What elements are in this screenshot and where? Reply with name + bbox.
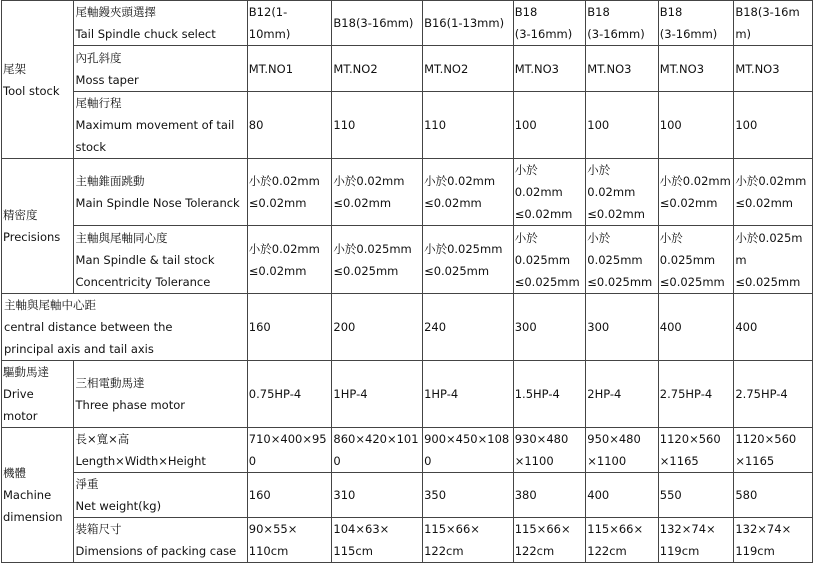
table-cell: 110 [423,92,514,159]
table-cell: B16(1-13mm) [423,1,514,46]
table-cell: 400 [586,473,659,518]
row-label: 長×寬×高 Length×Width×Height [73,428,247,473]
table-cell: 300 [513,294,586,361]
table-row [2,1,813,46]
table-cell: 100 [513,92,586,159]
table-cell: 104×63× 115cm [332,518,423,563]
category-tool-stock: 尾架 Tool stock [2,1,74,159]
table-cell: 132×74× 119cm [658,518,734,563]
table-row [2,159,813,226]
table-row [2,361,813,428]
table-cell: 小於0.025mm ≤0.025mm [734,226,813,294]
category-machine-dimension: 機體 Machine dimension [2,428,74,563]
table-cell: 860×420×1010 [332,428,423,473]
table-cell: 350 [423,473,514,518]
table-cell: 710×400×950 [247,428,332,473]
table-cell: MT.NO3 [734,46,813,92]
table-row [2,428,813,473]
table-cell: B18(3-16mm) [734,1,813,46]
table-cell: 小於 0.025mm ≤0.025mm [586,226,659,294]
row-label: 裝箱尺寸 Dimensions of packing case [73,518,247,563]
table-cell: 900×450×1080 [423,428,514,473]
table-cell: 2.75HP-4 [658,361,734,428]
table-cell: 小於 0.025mm ≤0.025mm [658,226,734,294]
table-cell: 310 [332,473,423,518]
table-cell: 400 [734,294,813,361]
table-cell: MT.NO2 [332,46,423,92]
table-cell: MT.NO1 [247,46,332,92]
table-cell: 小於0.02mm ≤0.02mm [423,159,514,226]
table-cell: 小於0.02mm ≤0.02mm [247,159,332,226]
table-cell: 110 [332,92,423,159]
table-cell: 1120×560 ×1165 [658,428,734,473]
table-cell: MT.NO3 [658,46,734,92]
table-cell: MT.NO2 [423,46,514,92]
spec-table [1,0,813,563]
table-cell: 90×55× 110cm [247,518,332,563]
table-cell: 2HP-4 [586,361,659,428]
table-cell: 小於0.025mm ≤0.025mm [332,226,423,294]
table-cell: 1.5HP-4 [513,361,586,428]
table-cell: 200 [332,294,423,361]
table-cell: 550 [658,473,734,518]
category-precisions: 精密度 Precisions [2,159,74,294]
table-cell: 115×66× 122cm [423,518,514,563]
table-cell: 小於0.02mm ≤0.02mm [658,159,734,226]
table-cell: 1120×560 ×1165 [734,428,813,473]
table-cell: 80 [247,92,332,159]
table-row [2,92,813,159]
table-cell: 950×480 ×1100 [586,428,659,473]
table-cell: 132×74× 119cm [734,518,813,563]
table-cell: B18(3-16mm) [332,1,423,46]
table-cell: 小於0.02mm ≤0.02mm [734,159,813,226]
table-cell: 1HP-4 [423,361,514,428]
table-row [2,46,813,92]
table-cell: 580 [734,473,813,518]
table-cell: MT.NO3 [586,46,659,92]
row-label: 三相電動馬達 Three phase motor [73,361,247,428]
table-cell: MT.NO3 [513,46,586,92]
table-row [2,294,813,361]
table-cell: 240 [423,294,514,361]
table-row [2,473,813,518]
table-cell: 小於0.02mm ≤0.02mm [247,226,332,294]
table-row [2,518,813,563]
table-cell: 300 [586,294,659,361]
table-cell: 160 [247,473,332,518]
table-cell: 2.75HP-4 [734,361,813,428]
table-cell: 115×66× 122cm [586,518,659,563]
category-drive-motor: 驅動馬達 Drive motor [2,361,74,428]
table-cell: 1HP-4 [332,361,423,428]
table-cell: 400 [658,294,734,361]
table-cell: B18 (3-16mm) [513,1,586,46]
row-label: 主軸與尾軸同心度 Man Spindle & tail stock Concentricity Tolerance [73,226,247,294]
table-cell: 930×480 ×1100 [513,428,586,473]
row-label: 尾軸鏝夾頭選擇 Tail Spindle chuck select [73,1,247,46]
row-label: 主軸錐面跳動 Main Spindle Nose Toleranck [73,159,247,226]
table-cell: 100 [658,92,734,159]
table-cell: B18 (3-16mm) [658,1,734,46]
table-cell: 0.75HP-4 [247,361,332,428]
table-cell: B12(1- 10mm) [247,1,332,46]
table-row [2,226,813,294]
row-label: 內孔斜度 Moss taper [73,46,247,92]
table-cell: 160 [247,294,332,361]
table-cell: 小於 0.025mm ≤0.025mm [513,226,586,294]
row-label: 淨重 Net weight(kg) [73,473,247,518]
table-cell: 小於 0.02mm ≤0.02mm [586,159,659,226]
table-cell: 100 [586,92,659,159]
table-cell: 小於0.02mm ≤0.02mm [332,159,423,226]
table-cell: 小於 0.02mm ≤0.02mm [513,159,586,226]
row-label: 尾軸行程 Maximum movement of tail stock [73,92,247,159]
table-cell: B18 (3-16mm) [586,1,659,46]
row-label: 主軸與尾軸中心距 central distance between the principal axis and tail axis [2,294,248,361]
table-cell: 小於0.025mm ≤0.025mm [423,226,514,294]
table-cell: 380 [513,473,586,518]
table-cell: 100 [734,92,813,159]
table-cell: 115×66× 122cm [513,518,586,563]
